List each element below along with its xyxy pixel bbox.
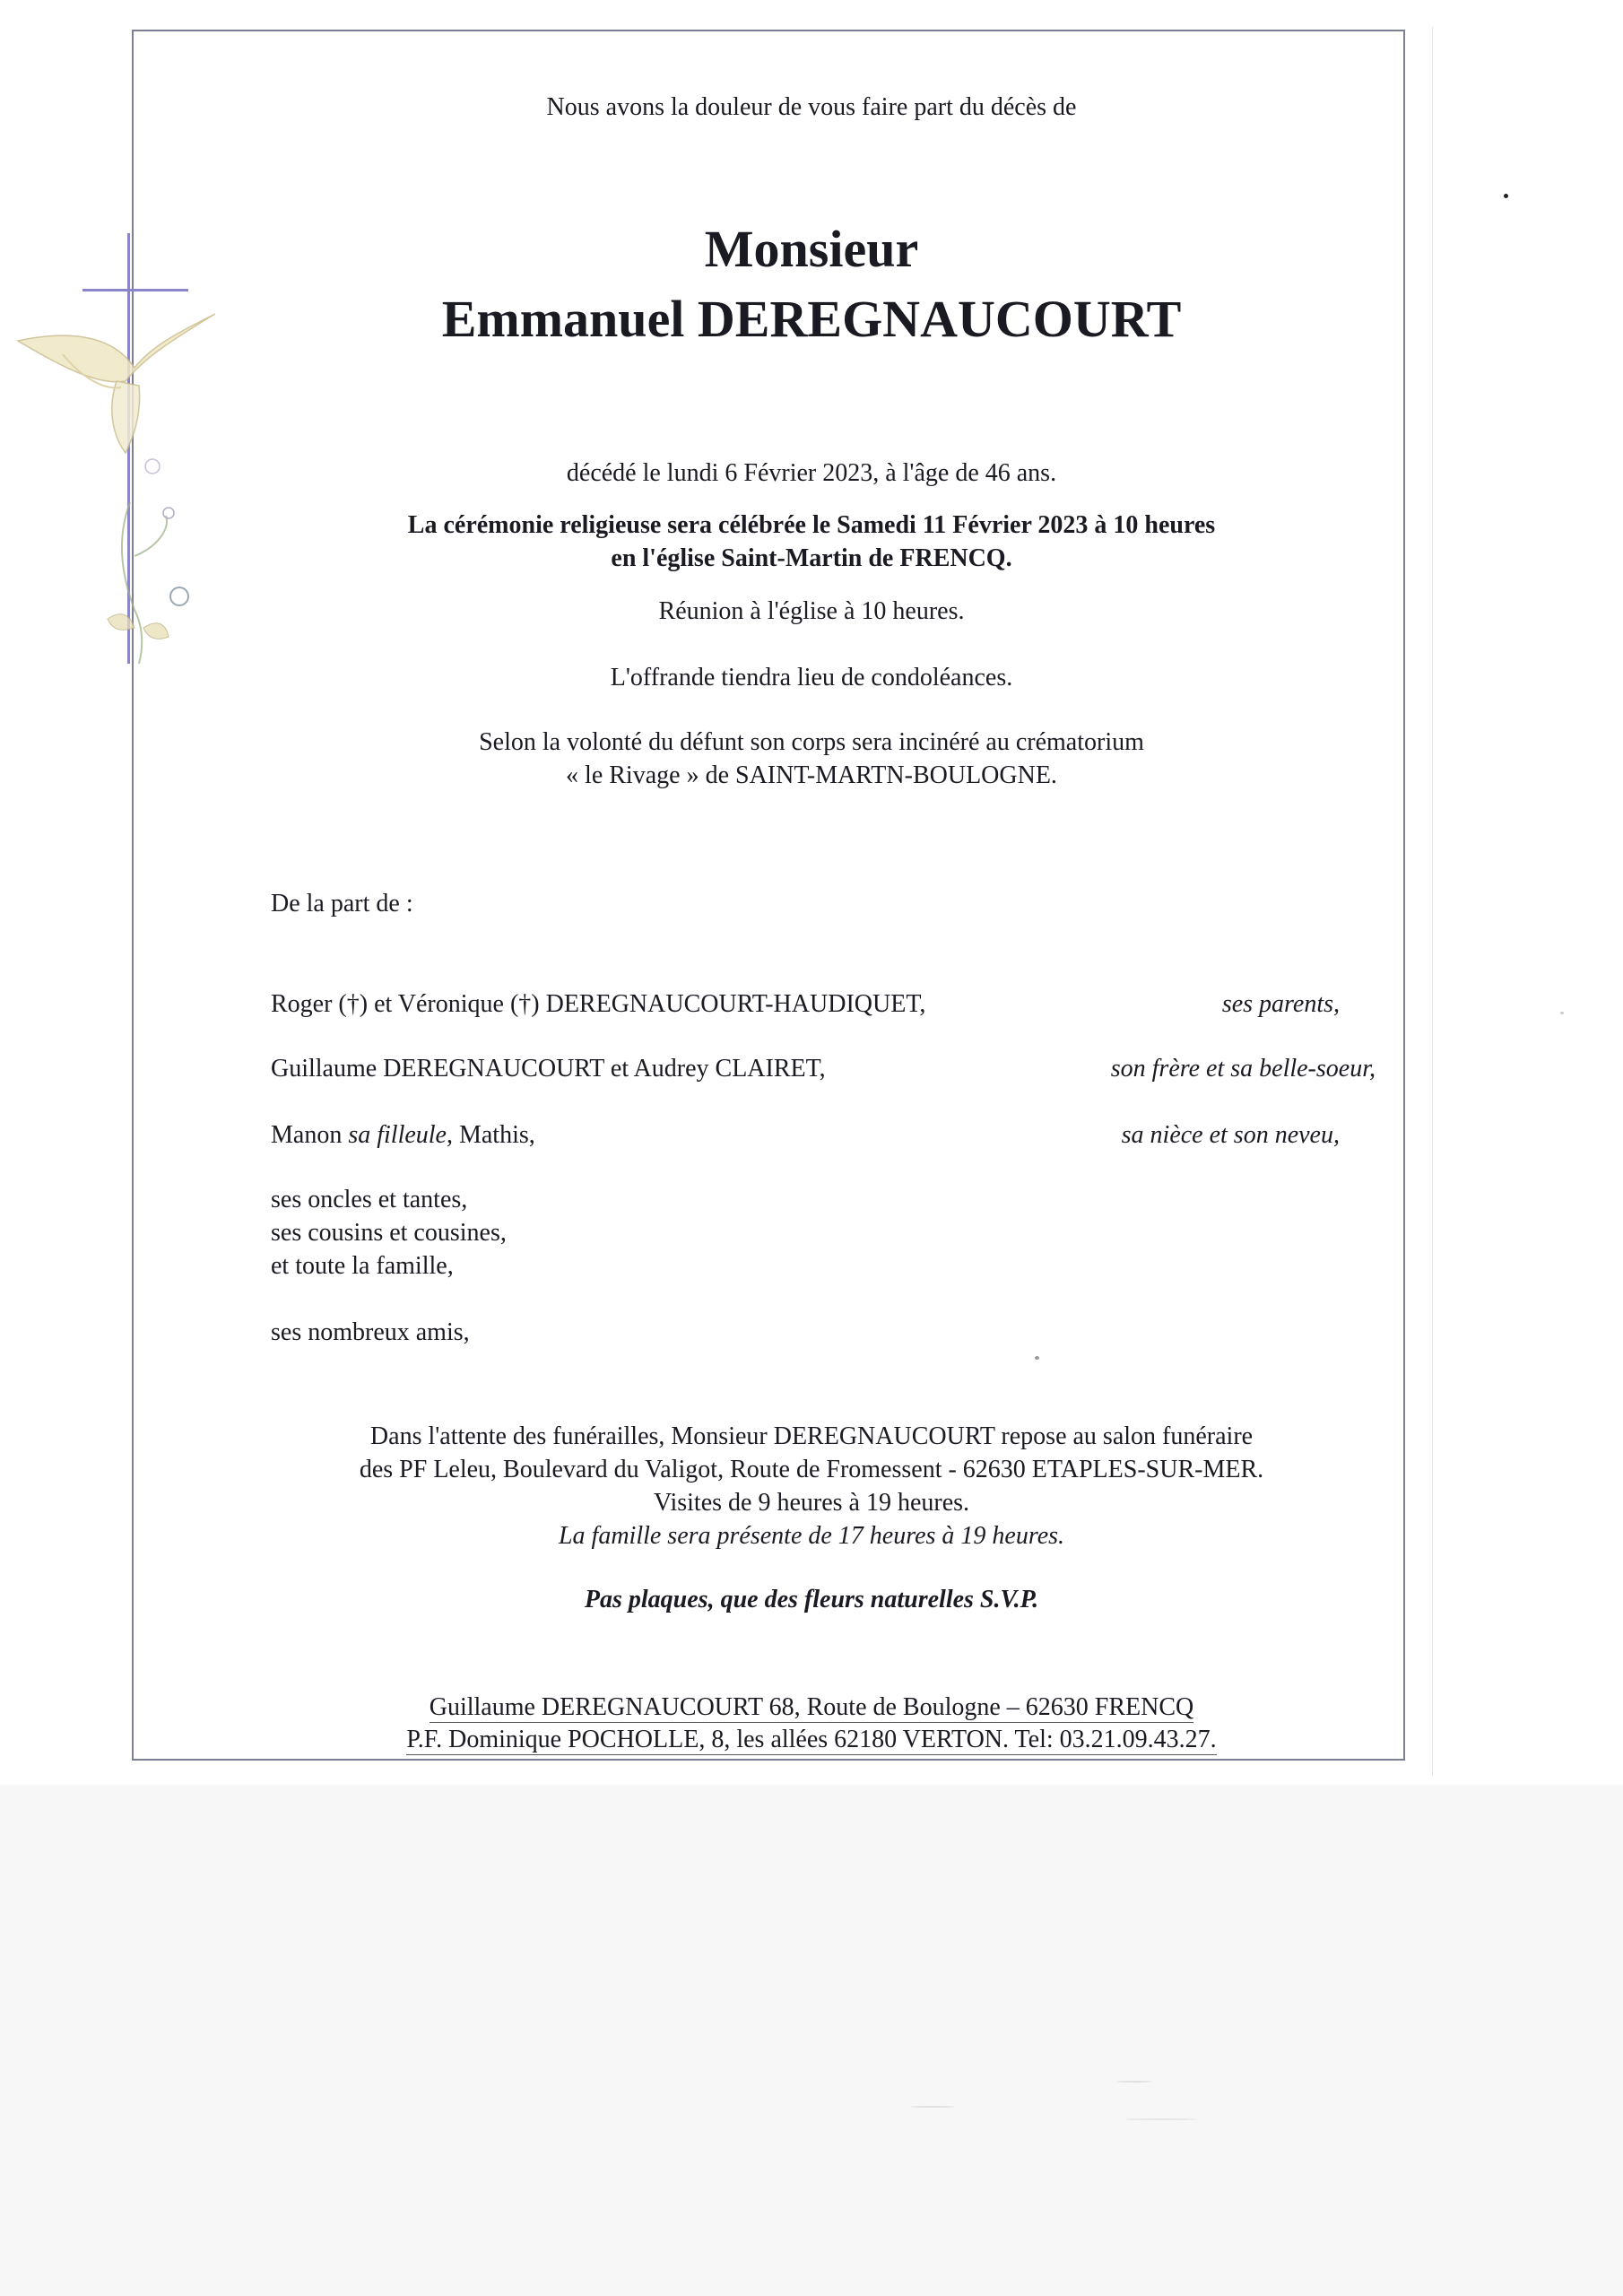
meeting-text: Réunion à l'église à 10 heures. (658, 597, 965, 625)
cremation-text-line2: « le Rivage » de SAINT-MARTN-BOULOGNE. (566, 761, 1057, 789)
family-name-part: Manon (271, 1121, 349, 1149)
rest-text-line2: des PF Leleu, Boulevard du Valigot, Route de Fromessent - 62630 ETAPLES-SUR-MER. (359, 1456, 1264, 1483)
friends-line: ses nombreux amis, (271, 1318, 470, 1346)
scan-lower-area (0, 1785, 1623, 2296)
rest-text-line1: Dans l'attente des funérailles, Monsieur DEREGNAUCOURT repose au salon funéraire (369, 1422, 1254, 1450)
scan-speck (1116, 2081, 1152, 2083)
ceremony-text-line2: en l'église Saint-Martin de FRENCQ. (611, 544, 1012, 572)
family-row-relation: sa nièce et son neveu, (1121, 1121, 1340, 1149)
ceremony-text-line1: La cérémonie religieuse sera célébrée le Samedi 11 Février 2023 à 10 heures (407, 511, 1216, 539)
visits-text: Visites de 9 heures à 19 heures. (653, 1489, 970, 1517)
extended-family-line: ses cousins et cousines, (271, 1219, 507, 1247)
deceased-name: Emmanuel DEREGNAUCOURT (441, 290, 1182, 348)
death-date-text: décédé le lundi 6 Février 2023, à l'âge de 46 ans. (566, 459, 1057, 487)
extended-family-line: ses oncles et tantes, (271, 1186, 468, 1213)
scan-speck (1035, 1356, 1039, 1360)
family-row-relation: son frère et sa belle-soeur, (1110, 1055, 1376, 1083)
family-row-name (271, 1119, 535, 1152)
extended-family-line: et toute la famille, (271, 1252, 454, 1280)
family-name-italic: sa filleule (348, 1121, 447, 1149)
footer-undertaker-text: P.F. Dominique POCHOLLE, 8, les allées 62180 VERTON. Tel: 03.21.09.43.27. (406, 1726, 1217, 1753)
family-row-name: Roger (†) et Véronique (†) DEREGNAUCOURT-HAUDIQUET, (271, 990, 926, 1018)
flowers-request: Pas plaques, que des fleurs naturelles S.V.P. (584, 1586, 1039, 1613)
honorific-title: Monsieur (704, 220, 919, 278)
scan-speck (910, 2106, 955, 2108)
scan-speck (1504, 194, 1508, 198)
scan-speck (1125, 2118, 1197, 2120)
family-row-name: Guillaume DEREGNAUCOURT et Audrey CLAIRET, (271, 1055, 826, 1083)
family-name-part: , Mathis, (446, 1121, 535, 1149)
family-heading: De la part de : (271, 890, 413, 918)
cremation-text-line1: Selon la volonté du défunt son corps sera incinéré au crématorium (479, 728, 1144, 756)
footer-undertaker (0, 1724, 1623, 1756)
footer-address (0, 1692, 1623, 1724)
offering-text: L'offrande tiendra lieu de condoléances. (610, 664, 1013, 691)
intro-text: Nous avons la douleur de vous faire part du décès de (546, 93, 1077, 121)
scan-speck (1560, 1012, 1564, 1014)
family-row-relation: ses parents, (1221, 990, 1340, 1018)
family-present-text: La famille sera présente de 17 heures à 19 heures. (558, 1522, 1065, 1550)
footer-address-text: Guillaume DEREGNAUCOURT 68, Route de Boulogne – 62630 FRENCQ (429, 1693, 1194, 1721)
